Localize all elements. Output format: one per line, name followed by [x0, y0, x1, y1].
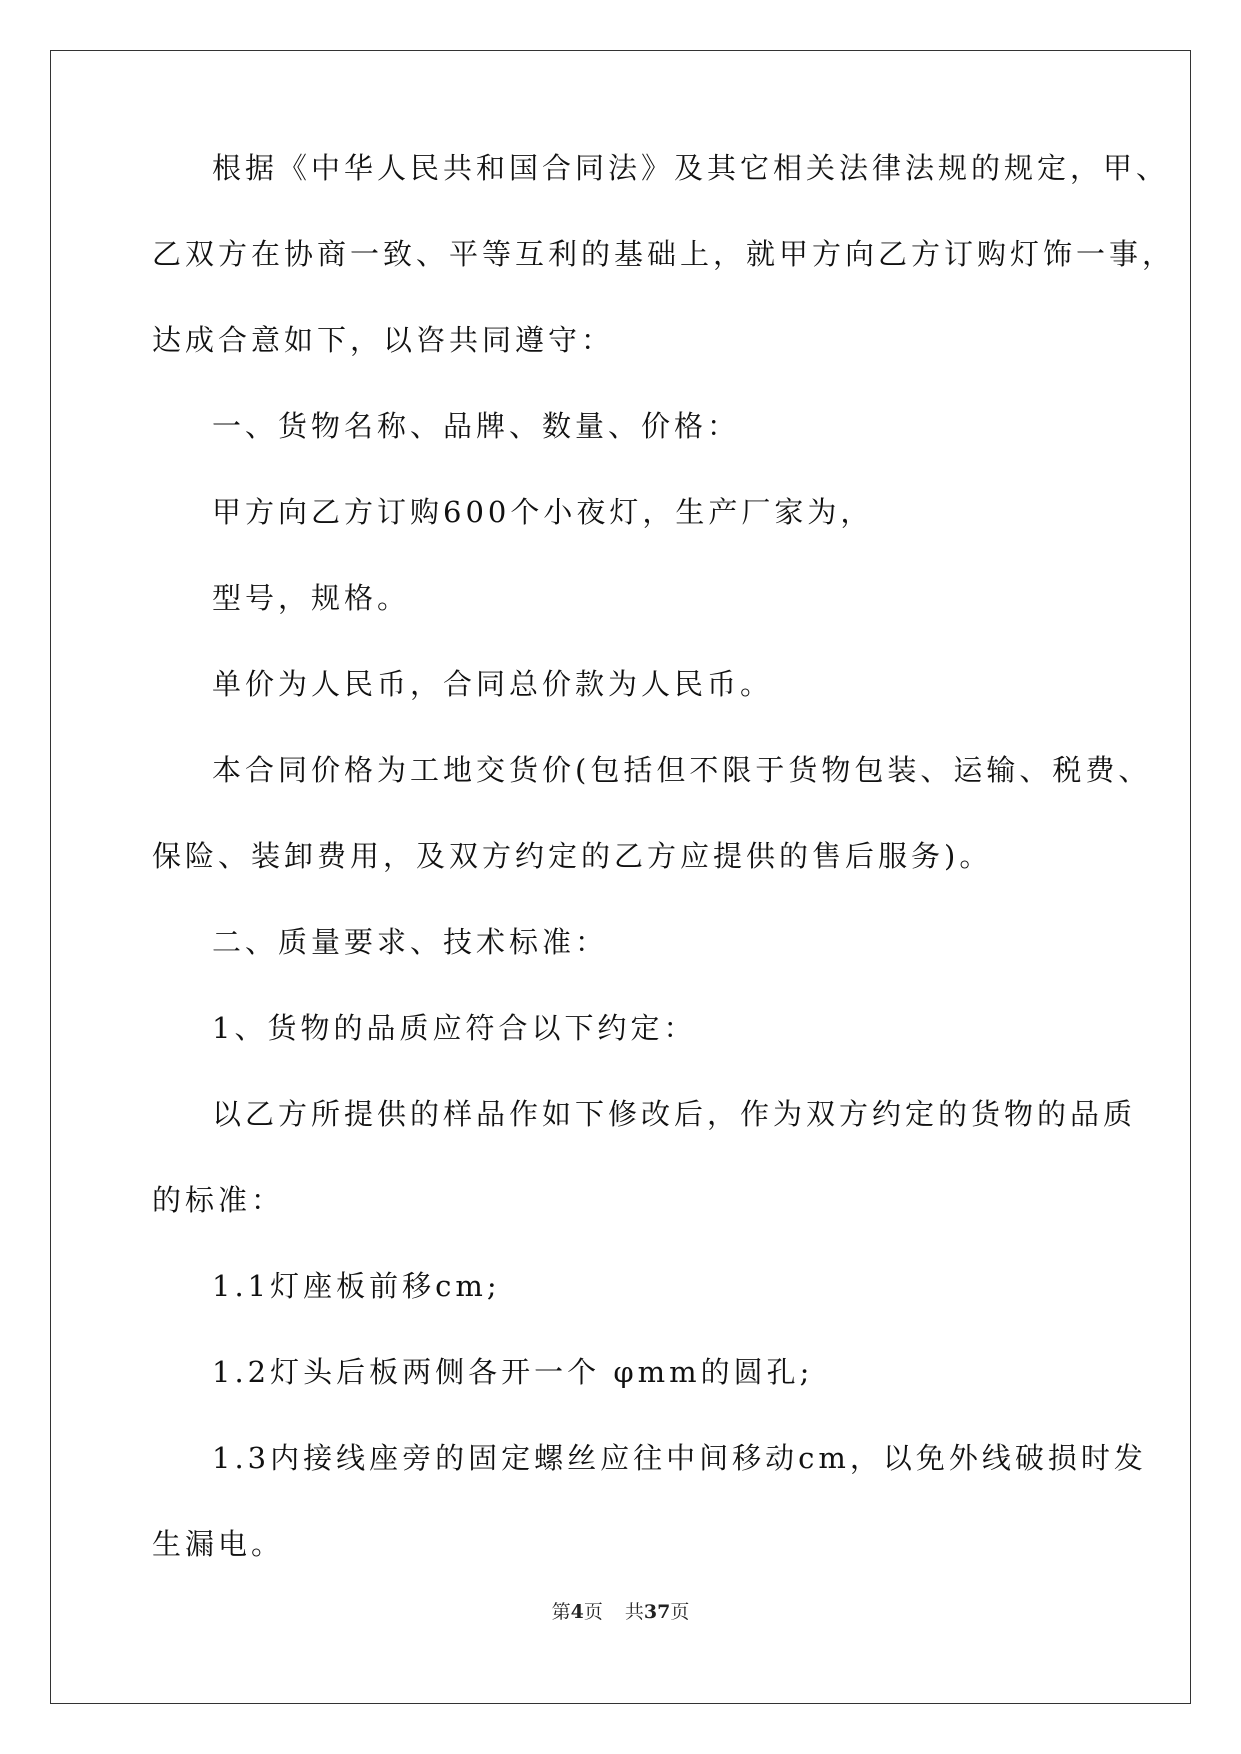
footer-page-suffix: 页	[583, 1601, 603, 1623]
paragraph-line: 甲方向乙方订购600个小夜灯，生产厂家为，	[212, 495, 874, 529]
paragraph-line: 生漏电。	[152, 1527, 285, 1561]
page-footer	[0, 1597, 1241, 1624]
footer-total-suffix: 页	[670, 1601, 690, 1623]
paragraph-line: 以乙方所提供的样品作如下修改后，作为双方约定的货物的品质	[212, 1097, 1137, 1131]
paragraph-line: 1、货物的品质应符合以下约定：	[212, 1011, 697, 1045]
section-heading: 一、货物名称、品牌、数量、价格：	[212, 409, 741, 443]
total-pages: 37	[643, 1601, 671, 1623]
footer-total-prefix: 共	[624, 1601, 644, 1623]
paragraph-line: 单价为人民币，合同总价款为人民币。	[212, 667, 774, 701]
paragraph-line: 的标准：	[152, 1183, 285, 1217]
paragraph-line: 保险、装卸费用，及双方约定的乙方应提供的售后服务)。	[152, 839, 993, 873]
list-item: 1.3内接线座旁的固定螺丝应往中间移动cm，以免外线破损时发	[212, 1441, 1147, 1475]
page-number: 4	[570, 1601, 584, 1623]
list-item: 1.1灯座板前移cm;	[212, 1269, 501, 1303]
paragraph-line: 达成合意如下，以咨共同遵守：	[152, 323, 615, 357]
paragraph-line: 本合同价格为工地交货价(包括但不限于货物包装、运输、税费、	[212, 753, 1152, 787]
list-item: 1.2灯头后板两侧各开一个 φmm的圆孔;	[212, 1355, 814, 1389]
section-heading: 二、质量要求、技术标准：	[212, 925, 609, 959]
footer-prefix: 第	[551, 1601, 571, 1623]
paragraph-line: 型号，规格。	[212, 581, 411, 615]
paragraph-line: 乙双方在协商一致、平等互利的基础上，就甲方向乙方订购灯饰一事，	[152, 237, 1176, 271]
paragraph-line: 根据《中华人民共和国合同法》及其它相关法律法规的规定，甲、	[212, 151, 1170, 185]
